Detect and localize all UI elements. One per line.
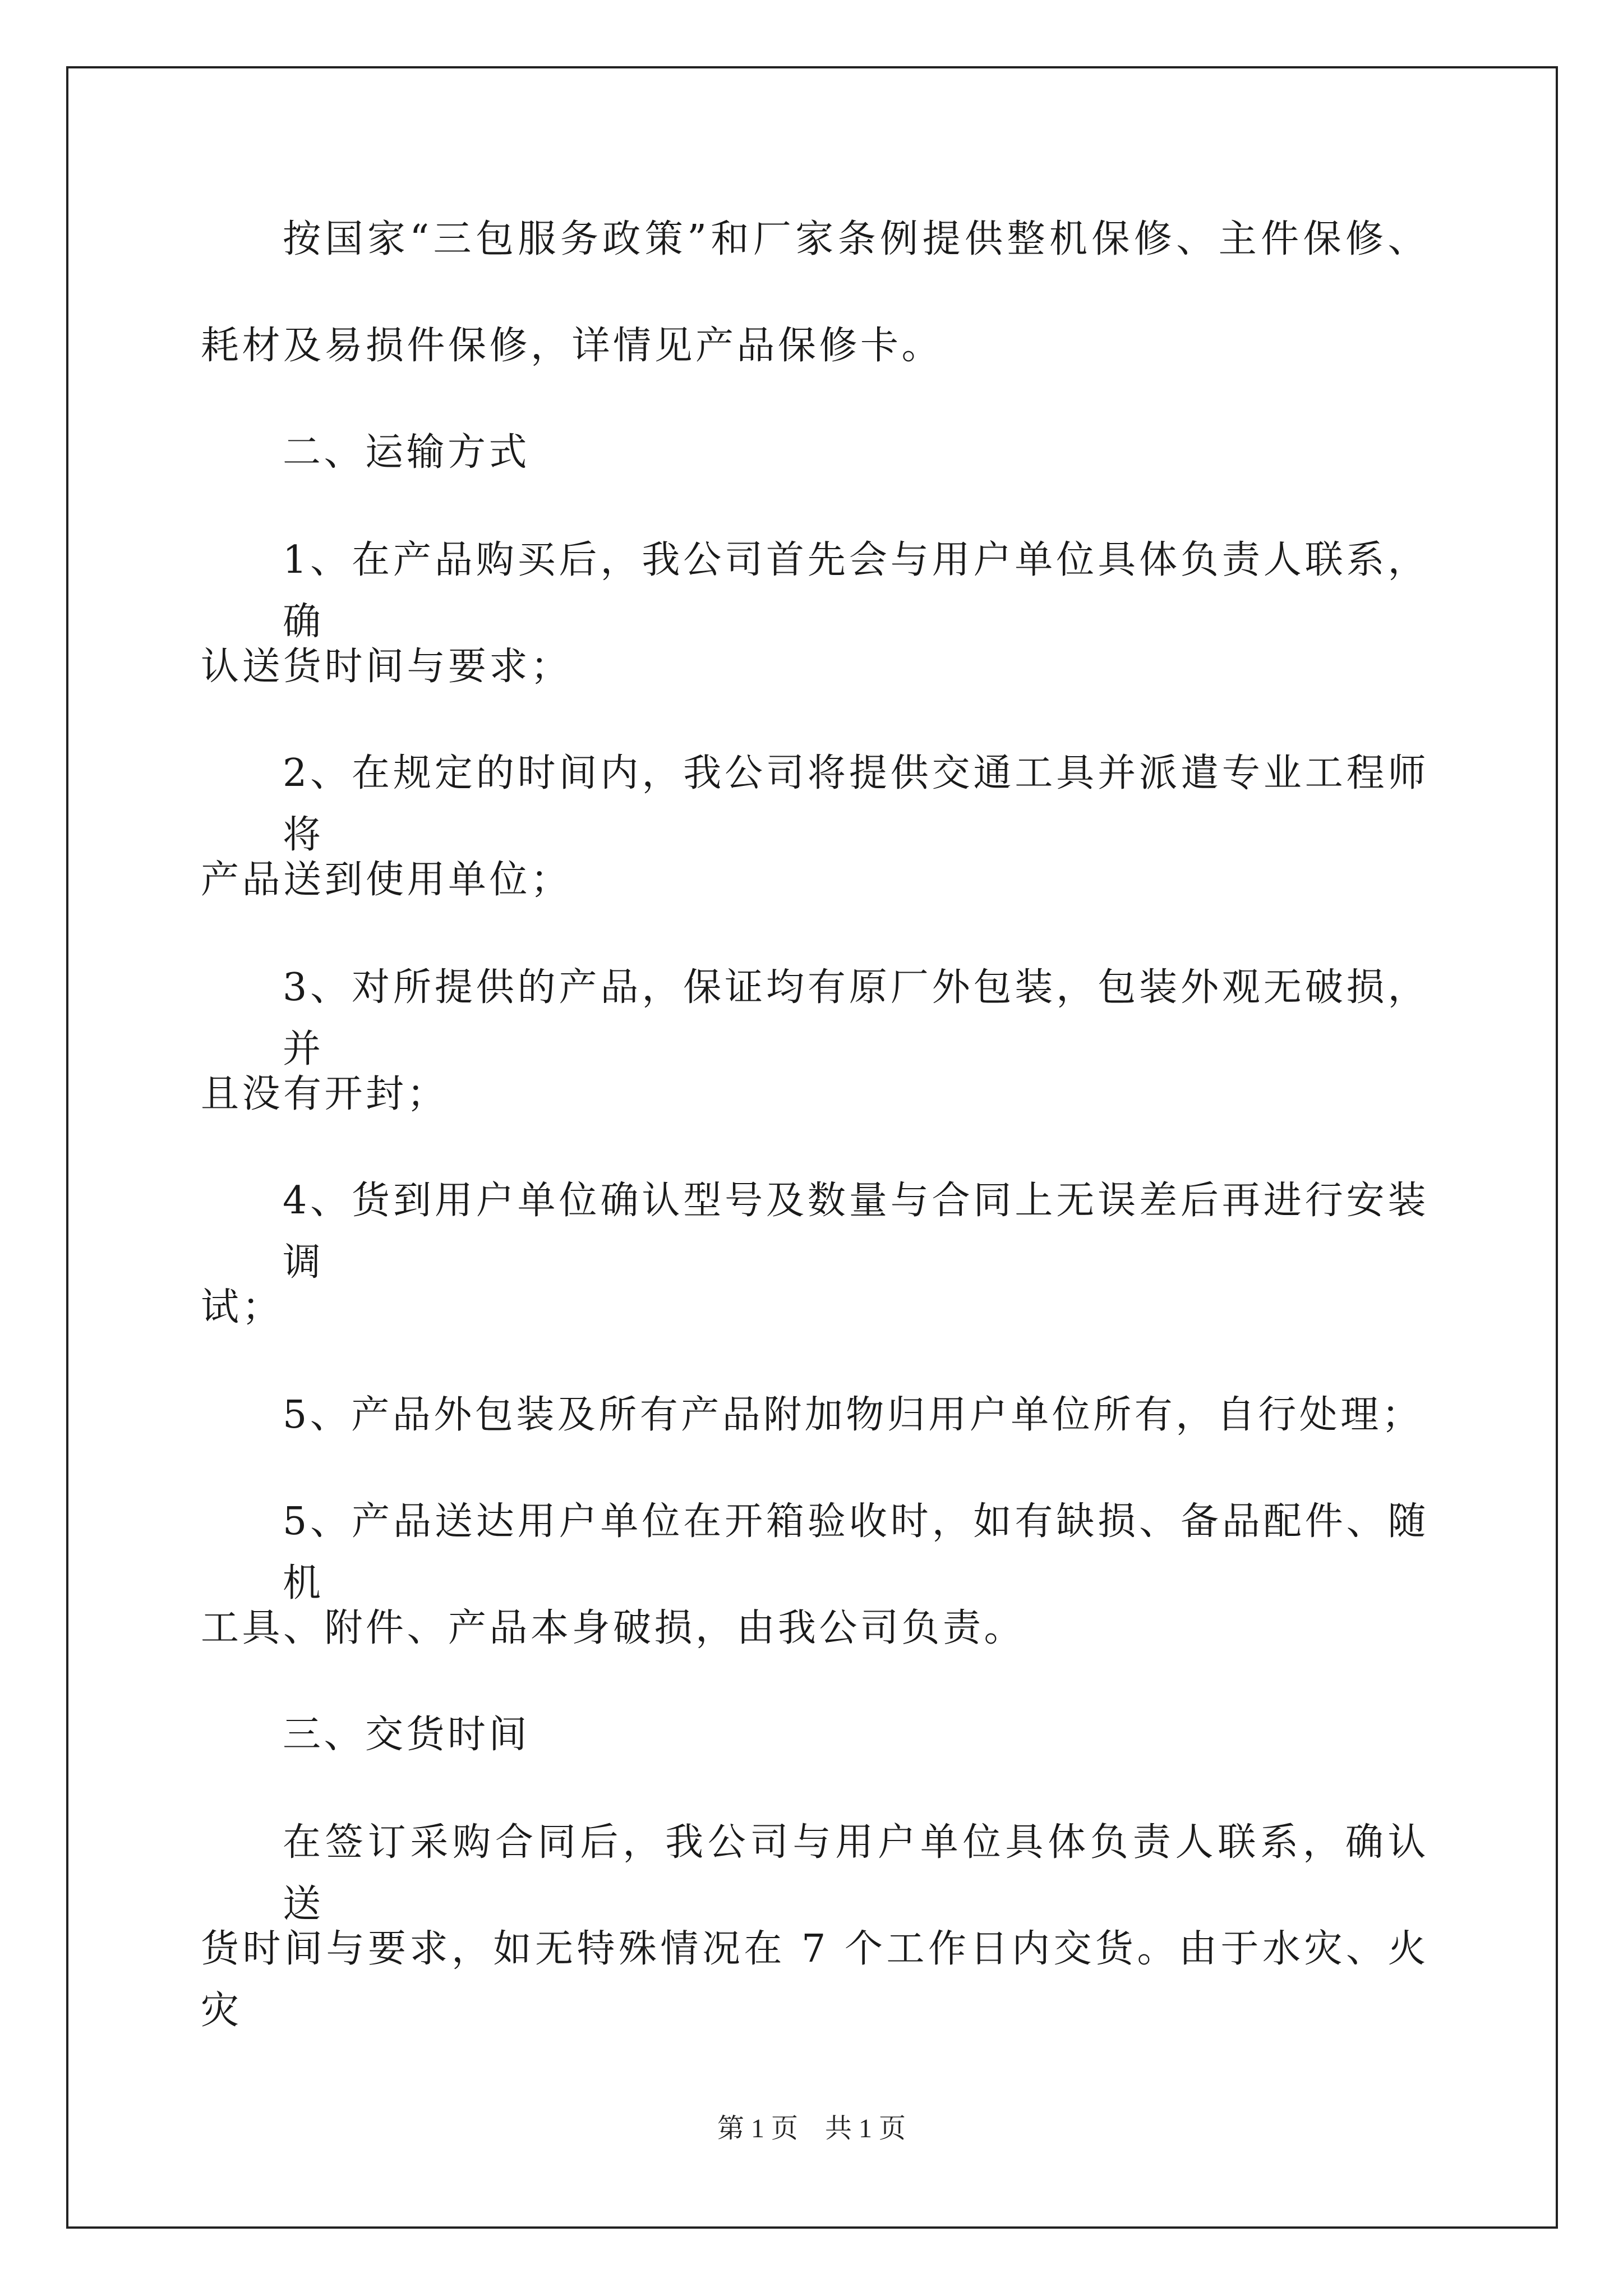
text-line: 认送货时间与要求；	[201, 645, 572, 689]
text-line: 5、产品送达用户单位在开箱验收时，如有缺损、备品配件、随机	[283, 1499, 1429, 1605]
text-line: 2、在规定的时间内，我公司将提供交通工具并派遣专业工程师将	[283, 751, 1429, 857]
text-line: 产品送到使用单位；	[201, 858, 572, 902]
text-line: 3、对所提供的产品，保证均有原厂外包装，包装外观无破损，并	[283, 965, 1429, 1071]
text-line: 耗材及易损件保修，详情见产品保修卡。	[201, 324, 943, 368]
text-line: 工具、附件、产品本身破损，由我公司负责。	[201, 1606, 1026, 1650]
text-line: 4、货到用户单位确认型号及数量与合同上无误差后再进行安装调	[283, 1179, 1429, 1285]
text-line: 按国家“三包服务政策”和厂家条例提供整机保修、主件保修、	[283, 217, 1429, 261]
text-line: 1、在产品购买后，我公司首先会与用户单位具体负责人联系，确	[283, 538, 1429, 644]
section-heading: 二、运输方式	[283, 430, 531, 475]
text-line: 在签订采购合同后，我公司与用户单位具体负责人联系，确认送	[283, 1820, 1429, 1926]
text-line: 试；	[201, 1285, 284, 1329]
text-line: 5、产品外包装及所有产品附加物归用户单位所有，自行处理；	[283, 1393, 1423, 1437]
text-line: 货时间与要求，如无特殊情况在 7 个工作日内交货。由于水灾、火灾	[201, 1927, 1429, 2033]
page-number-footer: 第 1 页 共 1 页	[717, 2114, 906, 2143]
section-heading: 三、交货时间	[283, 1713, 531, 1757]
text-line: 且没有开封；	[201, 1072, 449, 1116]
